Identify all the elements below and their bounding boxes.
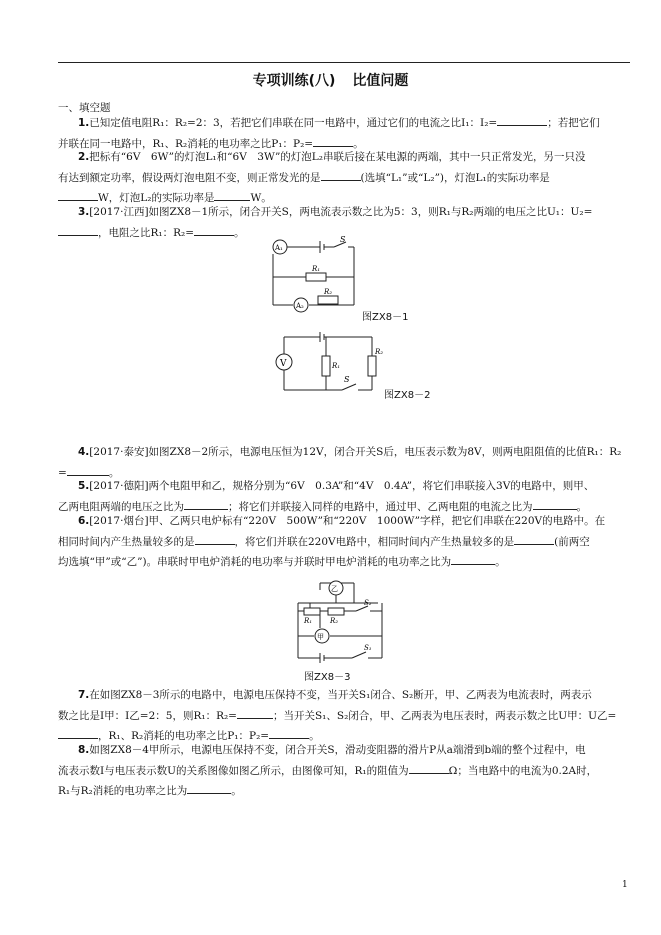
q8-text-2: 流表示数I与电压表示数U的关系图像如图乙所示，由图像可知，R₁的阻值为 — [58, 764, 409, 777]
q8-text-1: 如图ZX8－4甲所示，电源电压保持不变，闭合开关S，滑动变阻器的滑片P从a端滑到b端的整个过程中，电 — [89, 744, 586, 756]
answer-blank[interactable] — [237, 706, 273, 719]
q3-text-1: [2017·江西]如图ZX8－1所示，闭合开关S，两电流表示数之比为5：3，则R₁与R₂两端的电压之比U₁：U₂= — [89, 206, 593, 218]
resistor-label-1: R₁ — [312, 265, 321, 273]
meter-label-yi: 乙 — [331, 585, 338, 593]
q7-text-3b: 。 — [309, 730, 320, 742]
ammeter-label-2: A₂ — [296, 302, 304, 310]
question-number: 2. — [78, 151, 90, 163]
question-8 — [58, 741, 630, 802]
question-5 — [58, 477, 630, 517]
resistor-label-2: R₂ — [375, 348, 384, 356]
q1-text-2: 并联在同一电路中，R₁、R₂消耗的电功率之比P₁：P₂= — [58, 137, 314, 150]
answer-blank[interactable] — [409, 761, 449, 774]
switch-label-2: S₂ — [364, 599, 372, 607]
q6-text-3: 均选填“甲”或“乙”)。串联时甲电炉消耗的电功率与并联时甲电炉消耗的电功率之比为 — [58, 556, 452, 568]
q3-text-2: ，电阻之比R₁：R₂= — [98, 226, 195, 239]
question-number: 1. — [78, 117, 90, 129]
q4-text-2: = — [58, 466, 67, 479]
q2-text-2b: (选填“L₁”或“L₂”)，灯泡L₁的实际功率是 — [360, 171, 550, 184]
q1-text-1b: ；若把它们 — [547, 117, 600, 129]
q8-text-3: R₁与R₂消耗的电功率之比为 — [58, 785, 188, 797]
circuit-figure-1 — [268, 235, 358, 320]
q2-text-3: W，灯泡L₂的实际功率是 — [98, 192, 215, 204]
q3-text-2b: 。 — [234, 226, 245, 239]
title-main: 专项训练(八) — [252, 73, 336, 89]
question-number: 3. — [78, 206, 90, 218]
answer-blank[interactable] — [514, 532, 554, 545]
q5-text-1: [2017·德阳]两个电阻甲和乙，规格分别为“6V 0.3A”和“4V 0.4A”，将它们串联接入3V的电路中，则甲、 — [89, 480, 595, 492]
answer-blank[interactable] — [58, 223, 98, 236]
q8-text-2b: Ω；当电路中的电流为0.2A时， — [448, 764, 598, 777]
question-number: 4. — [78, 446, 90, 458]
q8-text-3b: 。 — [231, 785, 242, 797]
answer-blank[interactable] — [451, 552, 495, 565]
question-6 — [58, 512, 630, 573]
q2-text-3b: W。 — [250, 192, 272, 204]
q7-text-1: 在如图ZX8－3所示的电路中，电源电压保持不变，当开关S₁闭合、S₂断开，甲、乙两表为电流表时，两表示 — [89, 689, 592, 701]
resistor-label-1: R₁ — [304, 617, 313, 625]
q7-text-2b: ；当开关S₁、S₂闭合，甲、乙两表为电压表时，两表示数之比U甲：U乙= — [272, 709, 617, 722]
q2-text-2: 有达到额定功率，假设两灯泡电阻不变，则正常发光的是 — [58, 171, 321, 184]
answer-blank[interactable] — [58, 726, 98, 739]
answer-blank[interactable] — [497, 113, 547, 126]
q4-text-1: [2017·泰安]如图ZX8－2所示，电源电压恒为12V，闭合开关S后，电压表示数为8V，则两电阻阻值的比值R₁：R₂ — [89, 446, 622, 458]
q6-text-1: [2017·烟台]甲、乙两只电炉标有“220V 500W”和“220V 1000W”字样，把它们串联在220V的电路中。在 — [89, 515, 606, 527]
meter-label-jia: 甲 — [317, 633, 324, 641]
switch-label-1: S₁ — [364, 644, 372, 652]
resistor-label-2: R₂ — [324, 288, 333, 296]
resistor-label-1: R₁ — [332, 362, 341, 370]
q7-text-3: ，R₁、R₂消耗的电功率之比P₁：P₂= — [98, 730, 270, 742]
ammeter-label-1: A₁ — [275, 244, 283, 252]
switch-label: S — [344, 375, 350, 384]
page-title — [0, 70, 661, 90]
figure-caption-1: 图ZX8－1 — [362, 312, 409, 323]
answer-blank[interactable] — [533, 497, 577, 510]
question-number: 7. — [78, 689, 90, 701]
figure-caption-3: 图ZX8－3 — [304, 672, 351, 683]
question-number: 6. — [78, 515, 90, 527]
q1-text-2b: 。 — [353, 137, 364, 150]
answer-blank[interactable] — [184, 497, 228, 510]
page-number: 1 — [622, 880, 628, 890]
figure-caption-2: 图ZX8－2 — [384, 390, 431, 401]
q1-text-1: 已知定值电阻R₁：R₂=2：3，若把它们串联在同一电路中，通过它们的电流之比I₁：I₂= — [89, 117, 498, 129]
q4-text-2b: 。 — [108, 466, 120, 479]
question-7 — [58, 686, 630, 747]
answer-blank[interactable] — [187, 781, 231, 794]
q6-text-2c: (前两空 — [554, 535, 590, 548]
circuit-figure-3 — [290, 578, 390, 666]
question-number: 5. — [78, 480, 90, 492]
q5-text-2c: 。 — [576, 500, 587, 513]
q5-text-2: 乙两电阻两端的电压之比为 — [58, 500, 184, 513]
q5-text-2b: ；将它们并联接入同样的电路中，通过甲、乙两电阻的电流之比为 — [228, 500, 533, 513]
circuit-figure-2 — [272, 332, 382, 404]
section-heading: 一、填空题 — [58, 102, 111, 114]
title-sub: 比值问题 — [352, 73, 409, 89]
voltmeter-label: V — [280, 359, 287, 369]
header-rule — [58, 62, 630, 63]
q6-text-2b: ，将它们并联在220V电路中，相同时间内产生热量较多的是 — [234, 535, 515, 548]
answer-blank[interactable] — [195, 532, 235, 545]
question-2 — [58, 148, 630, 209]
q7-text-2: 数之比是I甲：I乙=2：5，则R₁：R₂= — [58, 709, 237, 722]
answer-blank[interactable] — [313, 134, 353, 147]
question-number: 8. — [78, 744, 90, 756]
q6-text-2: 相同时间内产生热量较多的是 — [58, 535, 195, 548]
answer-blank[interactable] — [67, 463, 109, 476]
q2-text-1: 把标有“6V 6W”的灯泡L₁和“6V 3W”的灯泡L₂串联后接在某电源的两端，其中一只正常发光，另一只没 — [89, 151, 586, 163]
q6-text-3b: 。 — [495, 556, 506, 568]
answer-blank[interactable] — [194, 223, 234, 236]
answer-blank[interactable] — [269, 726, 309, 739]
answer-blank[interactable] — [58, 188, 98, 201]
switch-label: S — [340, 235, 346, 244]
answer-blank[interactable] — [214, 188, 250, 201]
resistor-label-2: R₂ — [330, 617, 339, 625]
answer-blank[interactable] — [321, 168, 361, 181]
